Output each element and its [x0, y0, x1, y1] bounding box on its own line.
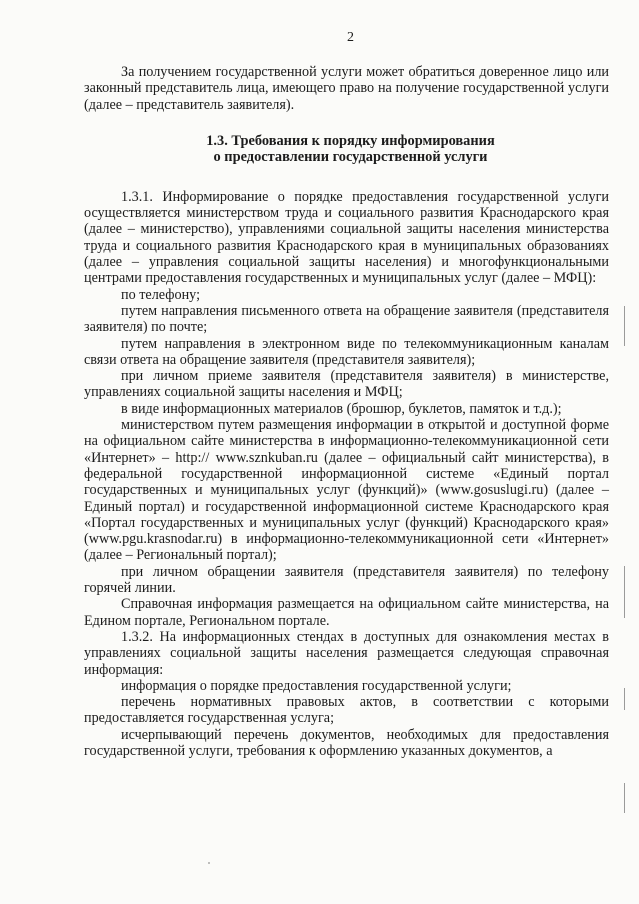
- section-heading: [84, 133, 609, 166]
- section-body: [84, 189, 609, 759]
- paragraph-by-phone: по телефону;: [121, 286, 201, 303]
- paragraph-legal-acts: перечень нормативных правовых актов, в соответствии с которыми предоставляется государственная услуга;: [84, 694, 609, 727]
- scan-margin-mark: [624, 566, 625, 618]
- paragraph-reference-info: Справочная информация размещается на официальном сайте министерства, на Едином портале, Региональном портале.: [84, 596, 609, 629]
- paragraph-by-mail: путем направления письменного ответа на обращение заявителя (представителя заявителя) по почте;: [84, 302, 609, 336]
- paragraph-electronic: путем направления в электронном виде по телекоммуникационным каналам связи ответа на обращение заявителя (представителя заявителя);: [84, 335, 609, 368]
- scan-margin-mark: [624, 688, 625, 710]
- paragraph-1-3-1: 1.3.1. Информирование о порядке предоставления государственной услуги осуществляется министерством труда и социального развития Краснодарского края (далее – министерство), управлениями социальной защиты населения министерства труда и социального развития Краснодарского края в муниципальных образованиях (далее – управления социальной защиты населения) и многофункциональными центрами предоставления государственных и муниципальных услуг (далее – МФЦ):: [84, 188, 609, 287]
- paragraph-1-3-2: 1.3.2. На информационных стендах в доступных для ознакомления местах в управлениях социальной защиты населения размещается следующая справочная информация:: [84, 628, 609, 678]
- section-heading-line-1: 1.3. Требования к порядку информирования: [206, 132, 495, 149]
- intro-paragraph: За получением государственной услуги может обратиться доверенное лицо или законный представитель лица, имеющего право на получение государственной услуги (далее – представитель заявителя).: [84, 64, 609, 113]
- page-number: 2: [347, 30, 354, 45]
- scan-margin-mark: [624, 783, 625, 813]
- scan-speck: [208, 862, 210, 864]
- paragraph-hotline: при личном обращении заявителя (представителя заявителя) по телефону горячей линии.: [84, 563, 609, 597]
- paragraph-procedure-info: информация о порядке предоставления государственной услуги;: [121, 677, 512, 694]
- paragraph-websites: министерством путем размещения информации в открытой и доступной форме на официальном сайте министерства в информационно-телекоммуникационной сети «Интернет» – http:// www.sznkuban.ru (далее – официальный сайт министерства), в федеральной государственной информационной системе «Единый портал государственных и муниципальных услуг (функций)» (www.gosuslugi.ru) (далее – Единый портал) и государственной информационной системе Краснодарского края «Портал государственных и муниципальных услуг (функций) Краснодарского края» (www.pgu.krasnodar.ru) в информационно-телекоммуникационной сети «Интернет» (далее – Региональный портал);: [84, 417, 609, 564]
- scan-margin-mark: [624, 306, 625, 346]
- section-heading-line-2: о предоставлении государственной услуги: [213, 149, 488, 166]
- paragraph-documents-list: исчерпывающий перечень документов, необходимых для предоставления государственной услуги, требования к оформлению указанных документов, а: [84, 726, 609, 759]
- paragraph-info-materials: в виде информационных материалов (брошюр, буклетов, памяток и т.д.);: [121, 400, 562, 417]
- paragraph-personal-reception: при личном приеме заявителя (представителя заявителя) в министерстве, управлениях социальной защиты населения и МФЦ;: [84, 368, 609, 401]
